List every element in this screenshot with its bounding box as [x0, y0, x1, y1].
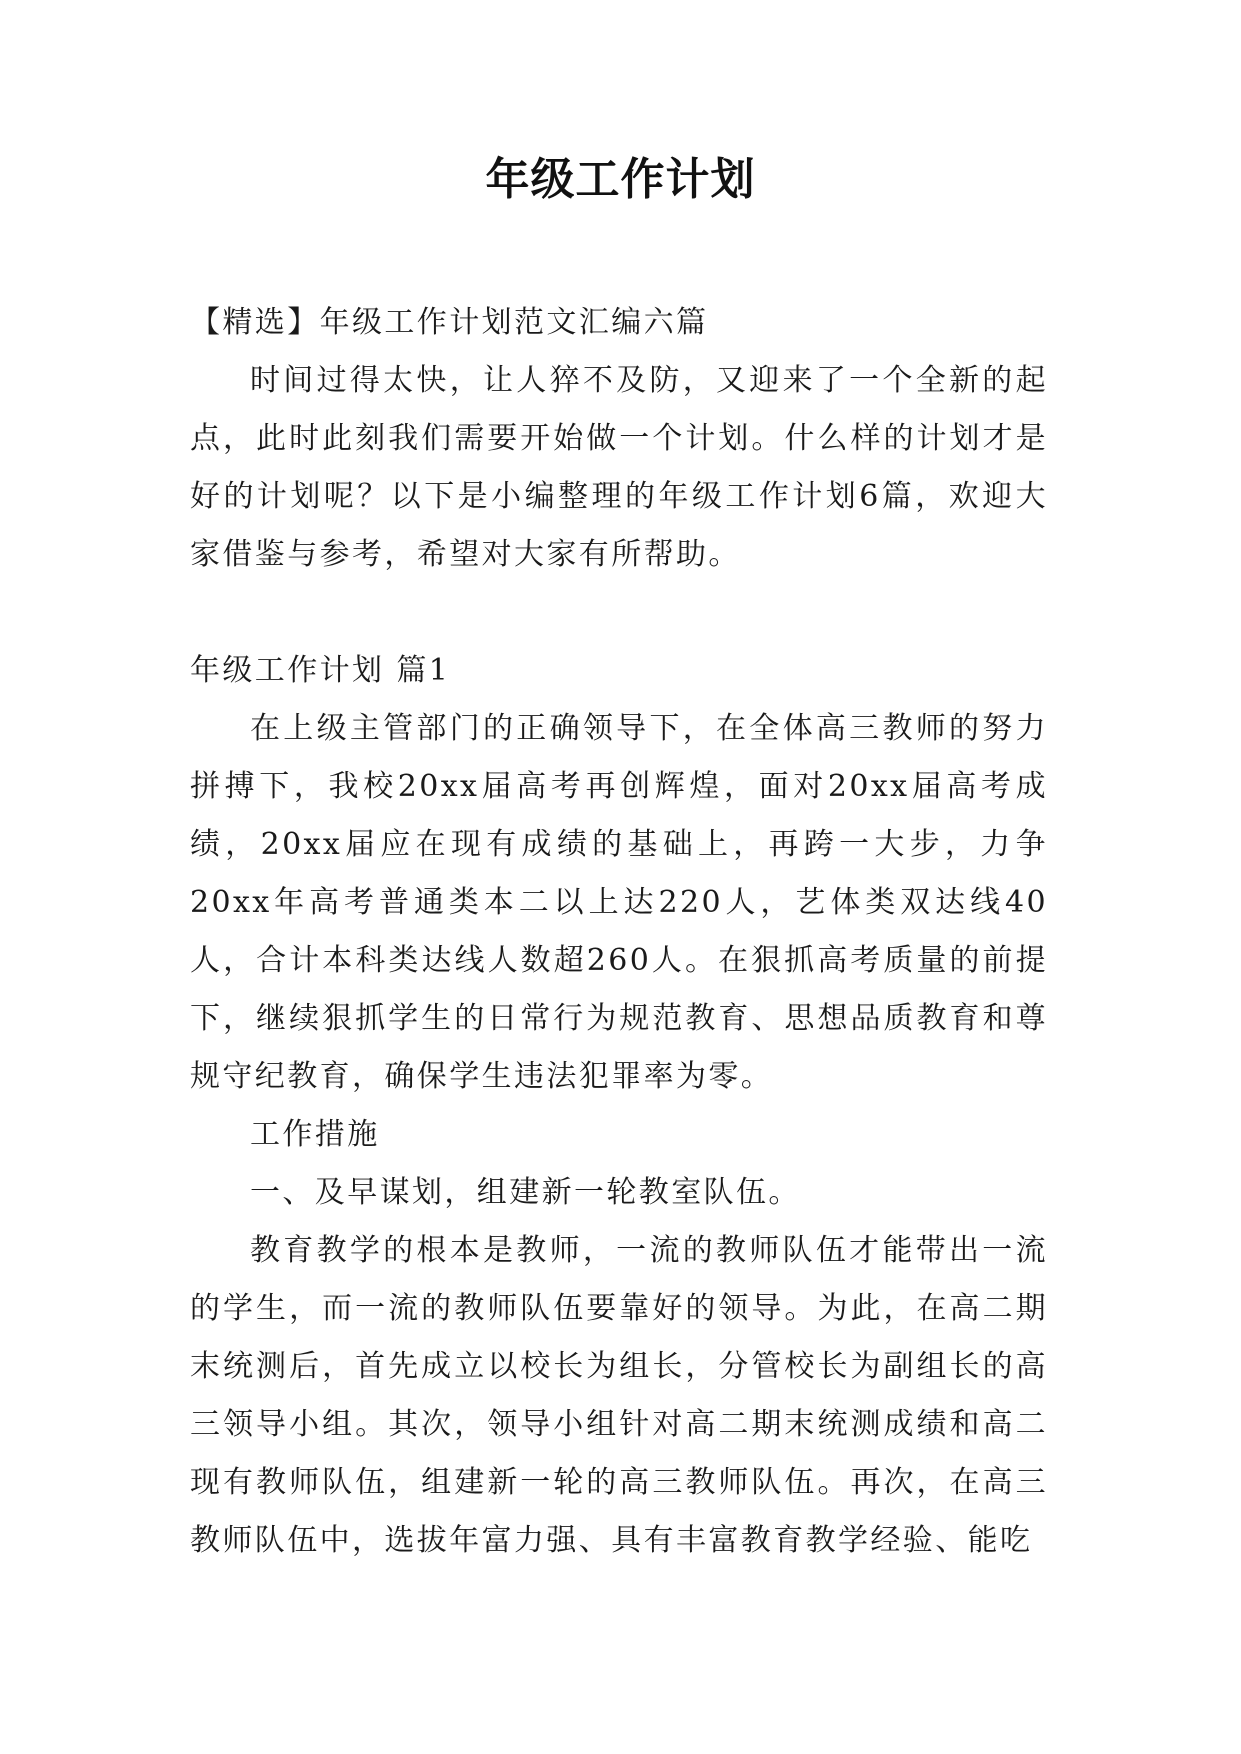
- section-paragraph: 在上级主管部门的正确领导下，在全体高三教师的努力拼搏下，我校20xx届高考再创辉煌，面对20xx届高考成绩，20xx届应在现有成绩的基础上，再跨一大步，力争20xx年高考普通类本二以上达220人，艺体类双达线40人，合计本科类达线人数超260人。在狠抓高考质量的前提下，继续狠抓学生的日常行为规范教育、思想品质教育和尊规守纪教育，确保学生违法犯罪率为零。: [190, 711, 1048, 1094]
- intro-paragraph: 时间过得太快，让人猝不及防，又迎来了一个全新的起点，此时此刻我们需要开始做一个计划。什么样的计划才是好的计划呢？以下是小编整理的年级工作计划6篇，欢迎大家借鉴与参考，希望对大家有所帮助。: [190, 363, 1048, 572]
- section-heading: 年级工作计划 篇1: [190, 653, 451, 688]
- document-body: [190, 294, 1048, 1570]
- measure-item-heading: 一、及早谋划，组建新一轮教室队伍。: [250, 1175, 801, 1210]
- measures-heading: 工作措施: [250, 1117, 380, 1152]
- document-subtitle: 【精选】年级工作计划范文汇编六篇: [190, 305, 709, 340]
- paragraph-spacer: [190, 584, 1048, 642]
- measure-item-paragraph: 教育教学的根本是教师，一流的教师队伍才能带出一流的学生，而一流的教师队伍要靠好的领导。为此，在高二期末统测后，首先成立以校长为组长，分管校长为副组长的高三领导小组。其次，领导小组针对高二期末统测成绩和高二现有教师队伍，组建新一轮的高三教师队伍。再次，在高三教师队伍中，选拔年富力强、具有丰富教育教学经验、能吃: [190, 1233, 1048, 1558]
- document-title: 年级工作计划: [485, 154, 756, 205]
